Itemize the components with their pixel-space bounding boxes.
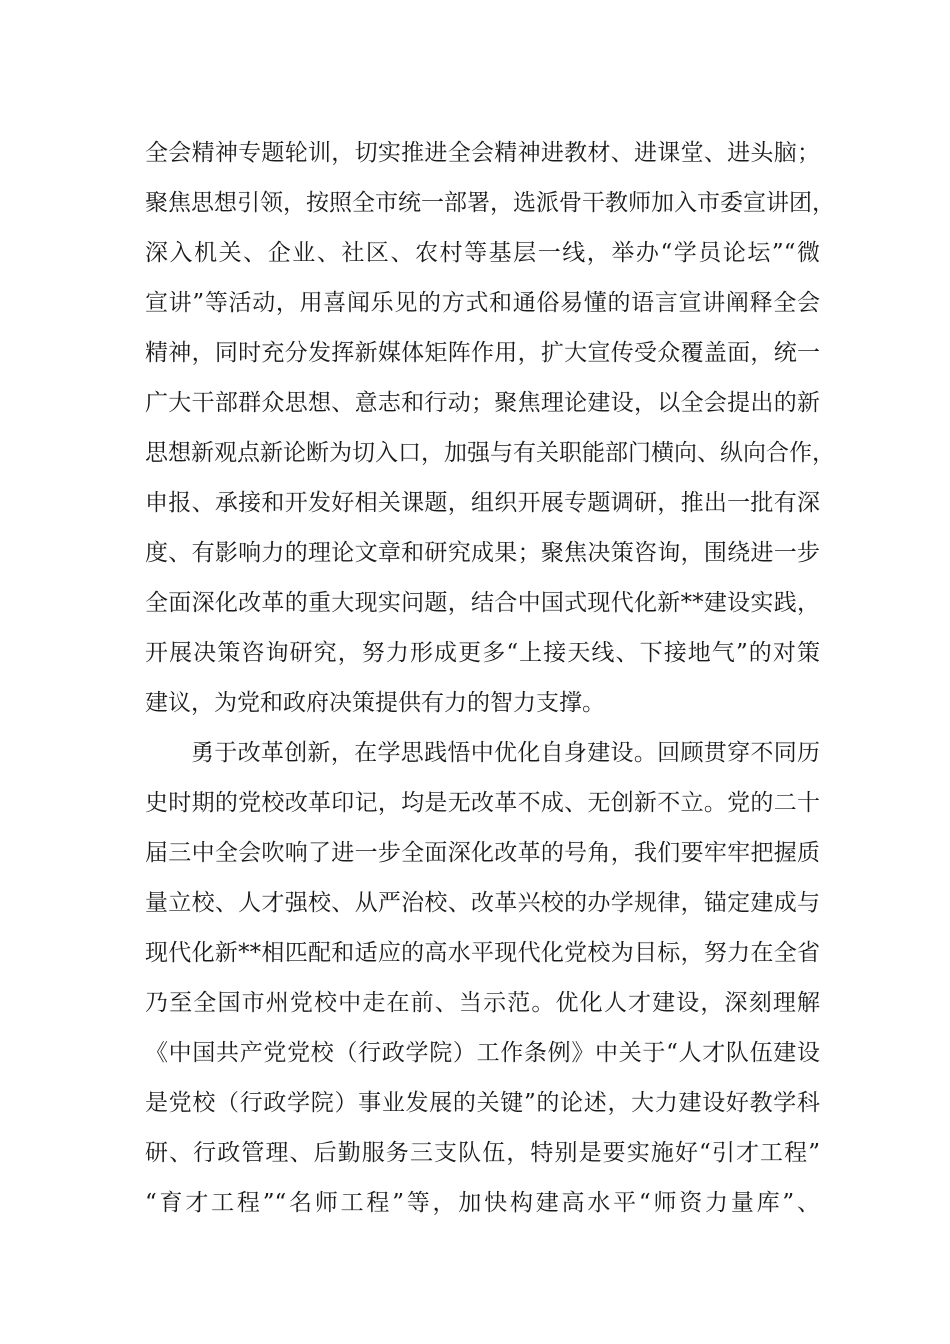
paragraph-start-line: 勇于改革创新，在学思践悟中优化自身建设。回顾贯穿不同历 [191, 740, 820, 766]
text-line: 是党校（行政学院）事业发展的关键”的论述，大力建设好教学科 [145, 1090, 820, 1116]
text-line: 现代化新**相匹配和适应的高水平现代化党校为目标，努力在全省 [145, 940, 820, 966]
text-line: 量立校、人才强校、从严治校、改革兴校的办学规律，锚定建成与 [145, 890, 820, 916]
text-line: 广大干部群众思想、意志和行动；聚焦理论建设，以全会提出的新 [145, 390, 820, 416]
document-body [145, 128, 835, 1228]
text-line: 精神，同时充分发挥新媒体矩阵作用，扩大宣传受众覆盖面，统一 [145, 340, 820, 366]
text-line: “育才工程”“名师工程”等，加快构建高水平“师资力量库”、 [145, 1190, 820, 1216]
text-line: 申报、承接和开发好相关课题，组织开展专题调研，推出一批有深 [145, 490, 820, 516]
text-line: 度、有影响力的理论文章和研究成果；聚焦决策咨询，围绕进一步 [145, 540, 820, 566]
paragraph-end-line: 建议，为党和政府决策提供有力的智力支撑。 [145, 690, 605, 716]
text-line: 深入机关、企业、社区、农村等基层一线，举办“学员论坛”“微 [145, 240, 820, 266]
text-line: 《中国共产党党校（行政学院）工作条例》中关于“人才队伍建设 [145, 1040, 820, 1066]
text-line: 研、行政管理、后勤服务三支队伍，特别是要实施好“引才工程” [145, 1140, 820, 1166]
text-line: 聚焦思想引领，按照全市统一部署，选派骨干教师加入市委宣讲团， [145, 190, 835, 216]
text-line: 宣讲”等活动，用喜闻乐见的方式和通俗易懂的语言宣讲阐释全会 [145, 290, 820, 316]
text-line: 开展决策咨询研究，努力形成更多“上接天线、下接地气”的对策 [145, 640, 820, 666]
text-line: 史时期的党校改革印记，均是无改革不成、无创新不立。党的二十 [145, 790, 820, 816]
text-line: 思想新观点新论断为切入口，加强与有关职能部门横向、纵向合作， [145, 440, 835, 466]
text-line: 届三中全会吹响了进一步全面深化改革的号角，我们要牢牢把握质 [145, 840, 820, 866]
text-line: 乃至全国市州党校中走在前、当示范。优化人才建设，深刻理解 [145, 990, 820, 1016]
text-line: 全会精神专题轮训，切实推进全会精神进教材、进课堂、进头脑； [145, 140, 820, 166]
text-line: 全面深化改革的重大现实问题，结合中国式现代化新**建设实践， [145, 590, 820, 616]
